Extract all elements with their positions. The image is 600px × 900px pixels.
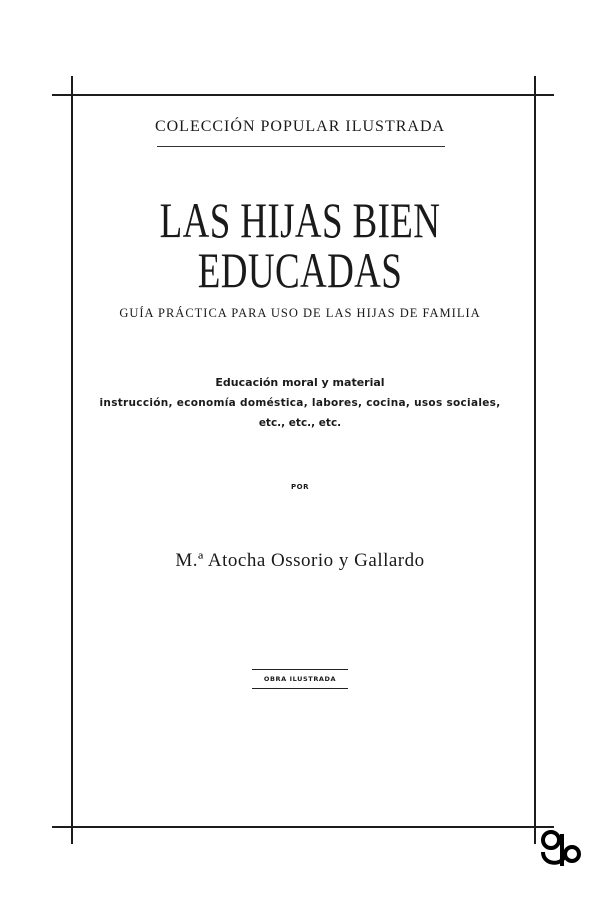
author-name: M.ª Atocha Ossorio y Gallardo bbox=[175, 550, 425, 571]
frame-left-rule bbox=[71, 76, 73, 844]
book-subtitle: GUÍA PRÁCTICA PARA USO DE LAS HIJAS DE FAMILIA bbox=[119, 306, 481, 320]
note-bottom-rule bbox=[252, 688, 348, 689]
book-title: LAS HIJAS BIEN EDUCADAS bbox=[159, 192, 441, 298]
description-line-1: Educación moral y material bbox=[215, 376, 385, 389]
frame-top-rule bbox=[52, 94, 554, 96]
by-label: POR bbox=[291, 483, 309, 491]
illustrated-note: OBRA ILUSTRADA bbox=[263, 675, 337, 683]
series-title: COLECCIÓN POPULAR ILUSTRADA bbox=[154, 118, 446, 135]
frame-bottom-rule bbox=[52, 826, 554, 828]
description-line-2: instrucción, economía doméstica, labores, cocina, usos sociales, bbox=[99, 397, 501, 409]
epl-logo-icon bbox=[538, 826, 582, 870]
series-underline bbox=[157, 146, 445, 147]
description-line-3: etc., etc., etc. bbox=[258, 417, 342, 429]
frame-right-rule bbox=[534, 76, 536, 844]
note-top-rule bbox=[252, 669, 348, 670]
